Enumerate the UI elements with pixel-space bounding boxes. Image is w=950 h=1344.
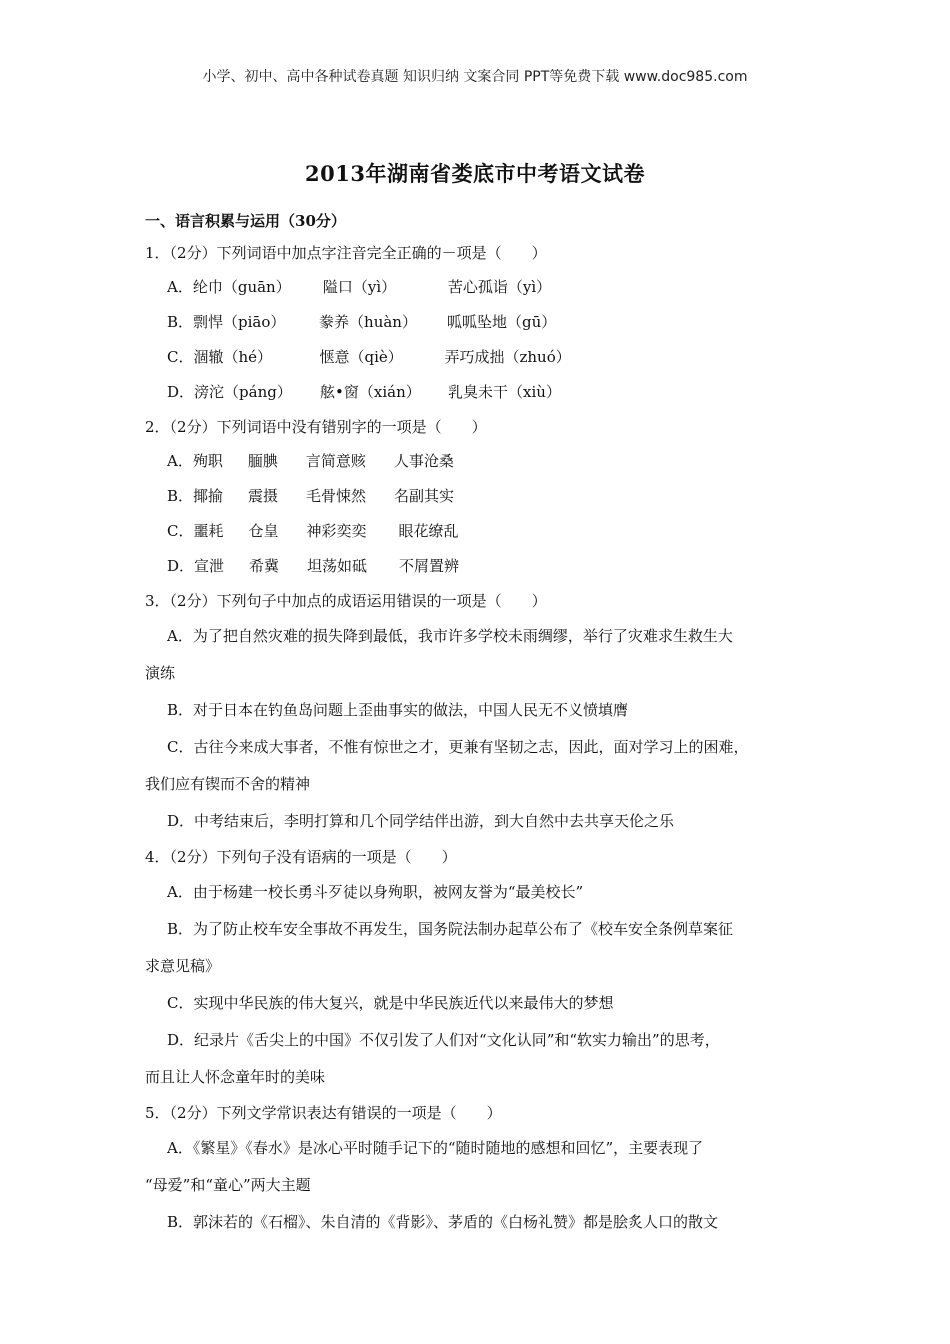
question-4-option-b: B．为了防止校车安全事故不再发生，国务院法制办起草公布了《校车安全条例草案征	[167, 920, 734, 938]
exam-content	[145, 206, 810, 1241]
question-3-option-a-cont: 演练	[145, 664, 176, 682]
question-2-option-a: A．殉职 腼腆 言简意赅 人事沧桑	[167, 452, 454, 470]
question-2-option-c: C．噩耗 仓皇 神彩奕奕 眼花缭乱	[167, 522, 459, 540]
question-4-option-b-cont: 求意见稿》	[145, 957, 221, 975]
question-3-option-a: A．为了把自然灾难的损失降到最低，我市许多学校未雨绸缪，举行了灾难求生救生大	[167, 627, 733, 645]
question-4-option-d: D．纪录片《舌尖上的中国》不仅引发了人们对“文化认同”和“软实力输出”的思考，	[167, 1031, 720, 1049]
question-3-stem: 3．（2分）下列句子中加点的成语运用错误的一项是（ ）	[145, 592, 547, 610]
question-4-stem: 4．（2分）下列句子没有语病的一项是（ ）	[145, 848, 457, 866]
question-2-stem: 2．（2分）下列词语中没有错别字的一项是（ ）	[145, 418, 487, 436]
question-2-option-d: D．宣泄 希冀 坦荡如砥 不屑置辨	[167, 557, 460, 575]
page-header: 小学、初中、高中各种试卷真题 知识归纳 文案合同 PPT等免费下载 www.doc985.com	[202, 69, 748, 85]
question-5-option-b: B．郭沫若的《石榴》、朱自清的《背影》、茅盾的《白杨礼赞》都是脍炙人口的散文	[167, 1213, 719, 1231]
section-heading: 一、语言积累与运用（30分）	[145, 212, 346, 230]
question-4-option-a: A．由于杨建一校长勇斗歹徒以身殉职，被网友誉为“最美校长”	[167, 883, 584, 901]
page-title: 2013年湖南省娄底市中考语文试卷	[305, 161, 645, 186]
question-2-option-b: B．揶揄 震摄 毛骨悚然 名副其实	[167, 487, 455, 505]
question-1-option-a: A．纶巾（guān） 隘口（yì） 苦心孤诣（yì）	[167, 278, 552, 296]
question-3-option-c-cont: 我们应有锲而不舍的精神	[145, 775, 311, 793]
question-3-option-d: D．中考结束后，李明打算和几个同学结伴出游，到大自然中去共享天伦之乐	[167, 812, 675, 830]
question-1-stem: 1．（2分）下列词语中加点字注音完全正确的－项是（ ）	[145, 244, 547, 262]
question-4-option-d-cont: 而且让人怀念童年时的美味	[145, 1068, 326, 1086]
question-3-option-c: C．古往今来成大事者，不惟有惊世之才，更兼有坚韧之志，因此，面对学习上的困难，	[167, 738, 749, 756]
question-5-option-a-cont: “母爱”和“童心”两大主题	[145, 1176, 311, 1194]
question-1-option-d: D．滂沱（páng） 舷•窗（xián） 乳臭未干（xiù）	[167, 383, 561, 401]
question-4-option-c: C．实现中华民族的伟大复兴，就是中华民族近代以来最伟大的梦想	[167, 994, 614, 1012]
question-3-option-b: B．对于日本在钓鱼岛问题上歪曲事实的做法，中国人民无不义愤填膺	[167, 701, 629, 719]
question-1-option-c: C．涸辙（hé） 惬意（qiè） 弄巧成拙（zhuó）	[167, 348, 571, 366]
question-5-stem: 5．（2分）下列文学常识表达有错误的一项是（ ）	[145, 1104, 502, 1122]
question-5-option-a: A．《繁星》《春水》是冰心平时随手记下的“随时随地的感想和回忆”，主要表现了	[167, 1139, 704, 1157]
question-1-option-b: B．剽悍（piāo） 豢养（huàn） 呱呱坠地（gū）	[167, 313, 557, 331]
